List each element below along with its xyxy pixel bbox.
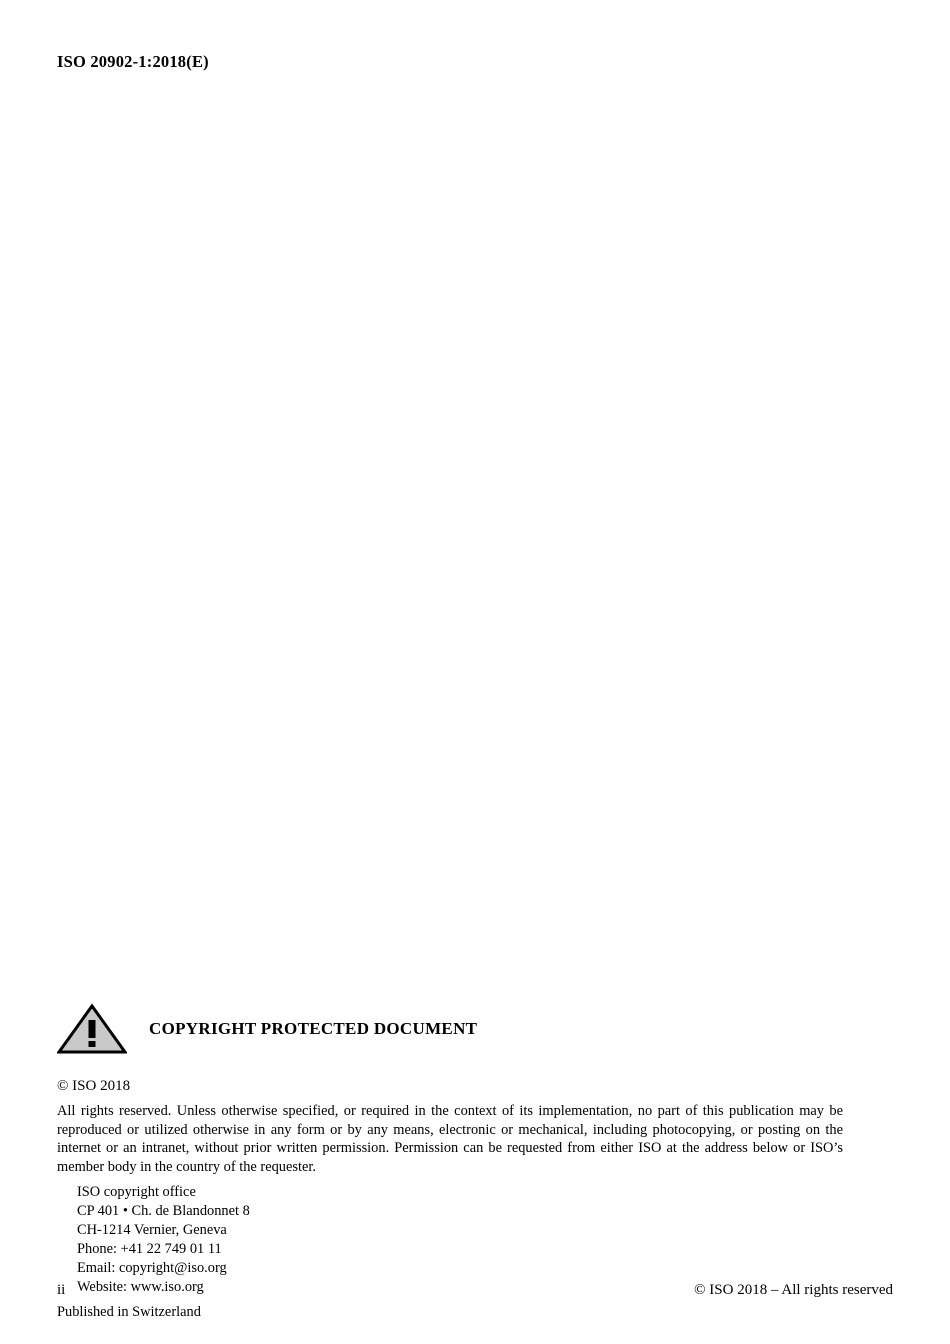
copyright-banner-label: COPYRIGHT PROTECTED DOCUMENT (149, 1019, 478, 1038)
address-line: ISO copyright office (77, 1183, 196, 1200)
copyright-office-address (77, 1183, 847, 1297)
footer-page-number: ii (57, 1282, 66, 1298)
page-footer (57, 1282, 893, 1299)
warning-triangle-icon (57, 1003, 127, 1055)
address-line: CH-1214 Vernier, Geneva (77, 1221, 227, 1238)
address-line-phone: Phone: +41 22 749 01 11 (77, 1240, 222, 1257)
footer-rights-text: © ISO 2018 – All rights reserved (694, 1282, 893, 1298)
published-location: Published in Switzerland (57, 1303, 201, 1320)
address-line-website: Website: www.iso.org (77, 1278, 204, 1295)
address-line: CP 401 • Ch. de Blandonnet 8 (77, 1202, 250, 1219)
copyright-banner (57, 1000, 847, 1058)
copyright-notice-block (57, 1000, 847, 1321)
address-line-email: Email: copyright@iso.org (77, 1259, 227, 1276)
copyright-body-text: All rights reserved. Unless otherwise specified, or required in the context of its implementation, no part of this publication may be reproduced or utilized otherwise in any form or by any means, electronic or mechanical, including photocopying, or posting on the internet or an intranet, without prior written permission. Permission can be requested from either ISO at the address below or ISO’s member body in the country of the requester. (57, 1103, 843, 1176)
copyright-year: © ISO 2018 (57, 1078, 131, 1094)
page-header-doc-code: ISO 20902-1:2018(E) (57, 52, 209, 71)
